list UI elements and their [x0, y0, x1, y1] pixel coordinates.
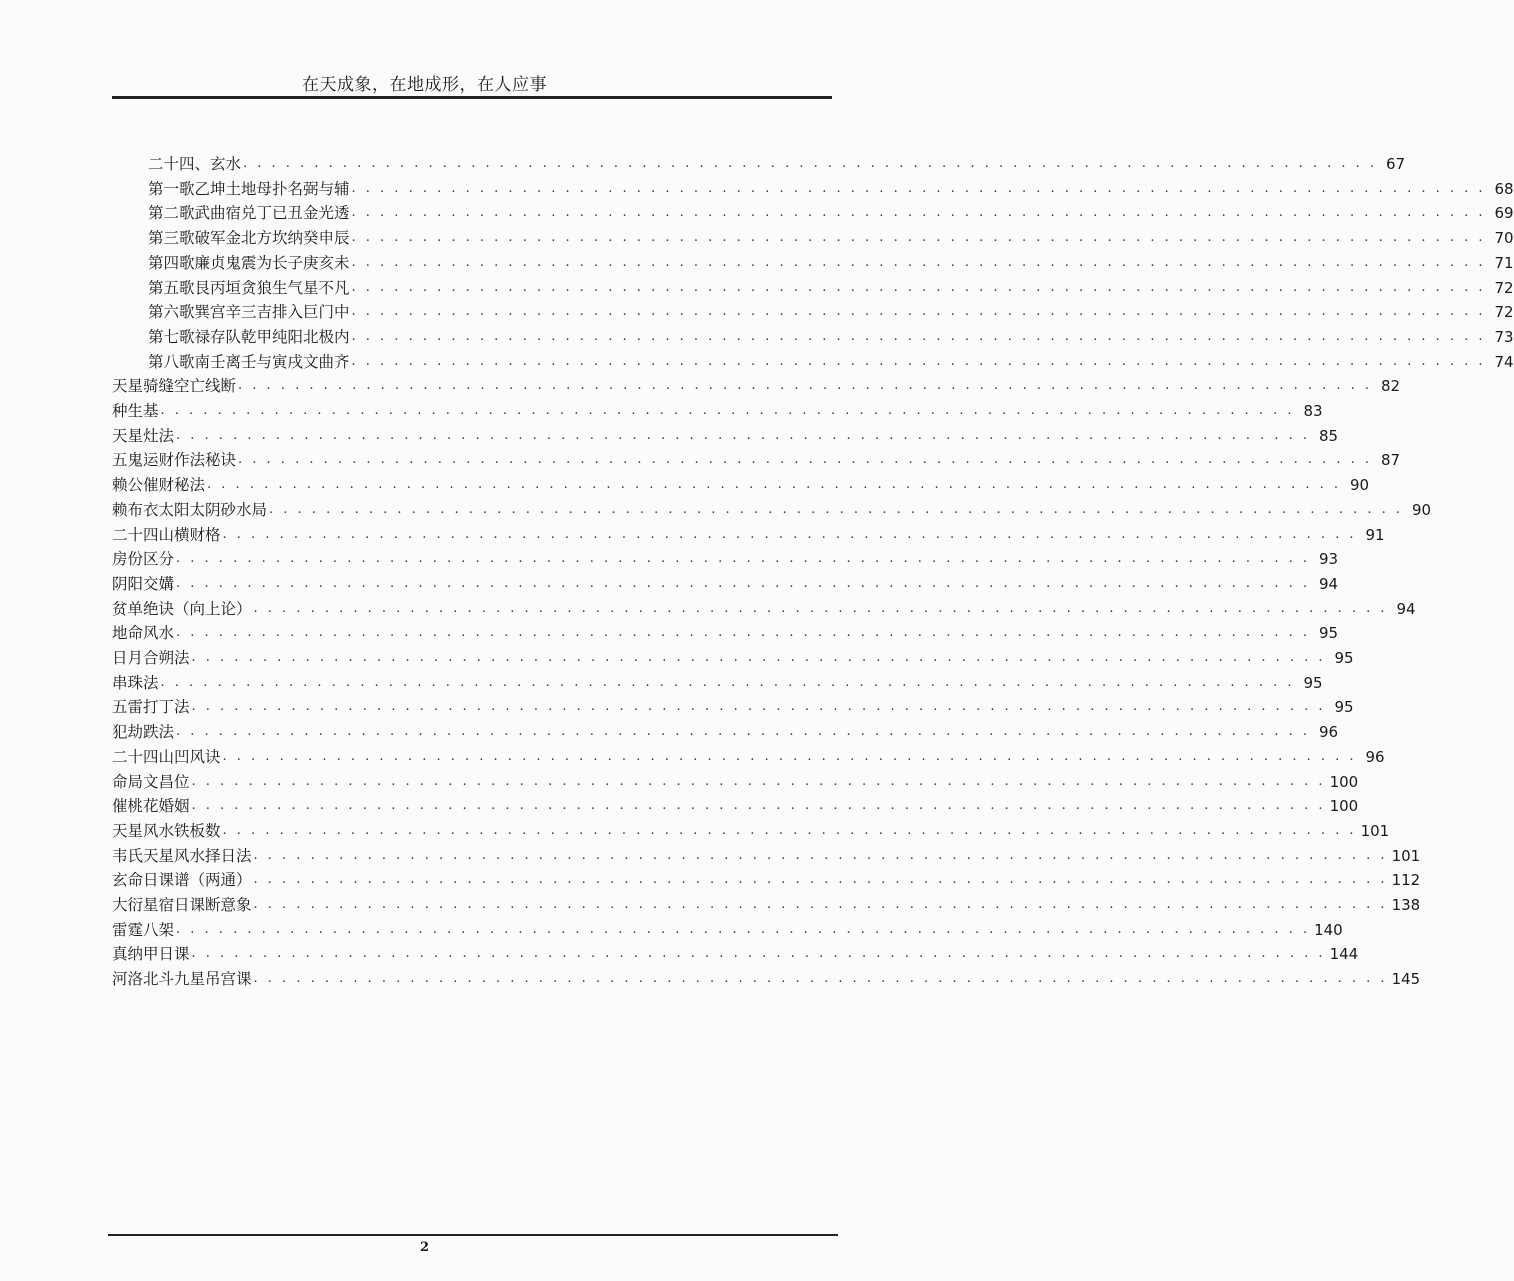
toc-dot-leader: . . . . . . . . . . . . . . . . . . . . . . . . . . . . . . . . . . . . . . . . . . . . . . . . . . . . . . . . . . . . . . . . . . . . . . . . . . . . . . . .	[176, 921, 1311, 937]
toc-entry	[112, 792, 1359, 816]
toc-entry-page: 83	[1303, 402, 1323, 420]
toc-entry-page: 91	[1365, 525, 1385, 544]
header-rule	[112, 96, 832, 99]
toc-entry-title: 贫单绝诀（向上论）	[112, 599, 252, 618]
toc-entry	[148, 224, 1514, 248]
toc-entry	[148, 323, 1514, 347]
toc-entry	[148, 274, 1514, 298]
toc-entry-title: 种生基	[112, 402, 159, 420]
toc-entry-page: 96	[1365, 747, 1385, 766]
toc-dot-leader: . . . . . . . . . . . . . . . . . . . . . . . . . . . . . . . . . . . . . . . . . . . . . . . . . . . . . . . . . . . . . . . . . . . . . . . . . . . . . . . .	[176, 427, 1311, 443]
toc-dot-leader: . . . . . . . . . . . . . . . . . . . . . . . . . . . . . . . . . . . . . . . . . . . . . . . . . . . . . . . . . . . . . . . . . . . . . . . . . . . . . . . .	[191, 650, 1326, 665]
toc-entry-title: 地命风水	[112, 624, 175, 643]
toc-entry-title: 第七歌禄存队乾甲纯阳北极内	[148, 327, 350, 346]
toc-entry-title: 命局文昌位	[112, 772, 190, 791]
toc-entry	[112, 619, 1339, 643]
toc-dot-leader: . . . . . . . . . . . . . . . . . . . . . . . . . . . . . . . . . . . . . . . . . . . . . . . . . . . . . . . . . . . . . . . . . . . . . . . . . . . . . . . .	[351, 304, 1486, 320]
toc-entry-page: 71	[1494, 253, 1514, 272]
toc-entry	[112, 940, 1359, 964]
toc-entry-page: 94	[1318, 574, 1339, 593]
toc-entry	[112, 521, 1385, 545]
toc-dot-leader: . . . . . . . . . . . . . . . . . . . . . . . . . . . . . . . . . . . . . . . . . . . . . . . . . . . . . . . . . . . . . . . . . . . . . . . . . . . . . . . .	[351, 328, 1486, 344]
toc-entry	[112, 644, 1354, 668]
toc-entry	[112, 866, 1421, 890]
toc-entry-page: 95	[1334, 649, 1354, 667]
toc-dot-leader: . . . . . . . . . . . . . . . . . . . . . . . . . . . . . . . . . . . . . . . . . . . . . . . . . . . . . . . . . . . . . . . . . . . . . . . . . . . . . . . .	[222, 526, 1357, 542]
toc-entry-page: 101	[1360, 821, 1390, 840]
toc-dot-leader: . . . . . . . . . . . . . . . . . . . . . . . . . . . . . . . . . . . . . . . . . . . . . . . . . . . . . . . . . . . . . . . . . . . . . . . . . . . . . . . .	[351, 353, 1486, 369]
toc-entry	[112, 842, 1421, 866]
toc-entry-title: 第五歌艮丙垣贪狼生气星不凡	[148, 278, 350, 297]
toc-entry	[148, 199, 1514, 223]
toc-entry	[112, 693, 1354, 717]
toc-entry-page: 138	[1391, 896, 1421, 914]
toc-entry	[112, 471, 1370, 495]
toc-entry-title: 天星骑缝空亡线断	[112, 377, 237, 396]
toc-entry-title: 犯劫跌法	[112, 723, 175, 742]
toc-entry-title: 大衍星宿日课断意象	[112, 896, 252, 914]
toc-entry-page: 90	[1349, 476, 1370, 495]
toc-entry-title: 第二歌武曲宿兑丁已丑金光透	[148, 204, 350, 223]
toc-entry-page: 95	[1334, 698, 1354, 717]
footer-rule	[108, 1234, 838, 1236]
toc-dot-leader: . . . . . . . . . . . . . . . . . . . . . . . . . . . . . . . . . . . . . . . . . . . . . . . . . . . . . . . . . . . . . . . . . . . . . . . . . . . . . . . .	[176, 551, 1311, 567]
toc-dot-leader: . . . . . . . . . . . . . . . . . . . . . . . . . . . . . . . . . . . . . . . . . . . . . . . . . . . . . . . . . . . . . . . . . . . . . . . . . . . . . . . .	[238, 452, 1373, 468]
toc-entry-title: 第六歌巽宫辛三吉排入巨门中	[148, 303, 350, 322]
toc-dot-leader: . . . . . . . . . . . . . . . . . . . . . . . . . . . . . . . . . . . . . . . . . . . . . . . . . . . . . . . . . . . . . . . . . . . . . . . . . . . . . . . .	[191, 699, 1326, 715]
toc-entry-title: 韦氏天星风水择日法	[112, 846, 252, 865]
toc-entry-title: 五鬼运财作法秘诀	[112, 451, 237, 470]
toc-entry-page: 144	[1329, 945, 1359, 964]
toc-entry-title: 第三歌破军金北方坎纳癸申辰	[148, 229, 350, 248]
toc-entry	[112, 372, 1401, 396]
toc-entry-title: 玄命日课谱（两通）	[112, 871, 252, 890]
toc-entry-page: 145	[1391, 970, 1421, 989]
toc-dot-leader: . . . . . . . . . . . . . . . . . . . . . . . . . . . . . . . . . . . . . . . . . . . . . . . . . . . . . . . . . . . . . . . . . . . . . . . . . . . . . . . .	[222, 748, 1357, 764]
toc-entry	[148, 150, 1406, 174]
toc-entry-page: 100	[1329, 772, 1359, 791]
toc-dot-leader: . . . . . . . . . . . . . . . . . . . . . . . . . . . . . . . . . . . . . . . . . . . . . . . . . . . . . . . . . . . . . . . . . . . . . . . . . . . . . . . .	[191, 946, 1326, 962]
toc-dot-leader: . . . . . . . . . . . . . . . . . . . . . . . . . . . . . . . . . . . . . . . . . . . . . . . . . . . . . . . . . . . . . . . . . . . . . . . . . . . . . . . .	[176, 625, 1311, 641]
toc-entry-title: 五雷打丁法	[112, 698, 190, 717]
toc-dot-leader: . . . . . . . . . . . . . . . . . . . . . . . . . . . . . . . . . . . . . . . . . . . . . . . . . . . . . . . . . . . . . . . . . . . . . . . . . . . . . . . .	[351, 279, 1486, 295]
toc-entry-title: 第四歌廉贞鬼震为长子庚亥未	[148, 253, 350, 272]
toc-dot-leader: . . . . . . . . . . . . . . . . . . . . . . . . . . . . . . . . . . . . . . . . . . . . . . . . . . . . . . . . . . . . . . . . . . . . . . . . . . . . . . . .	[238, 378, 1373, 394]
toc-dot-leader: . . . . . . . . . . . . . . . . . . . . . . . . . . . . . . . . . . . . . . . . . . . . . . . . . . . . . . . . . . . . . . . . . . . . . . . . . . . . . . . .	[351, 180, 1486, 196]
toc-entry-page: 69	[1494, 204, 1514, 223]
toc-dot-leader: . . . . . . . . . . . . . . . . . . . . . . . . . . . . . . . . . . . . . . . . . . . . . . . . . . . . . . . . . . . . . . . . . . . . . . . . . . . . . . . .	[351, 230, 1486, 246]
toc-entry-page: 112	[1391, 871, 1421, 890]
toc-entry	[148, 298, 1514, 322]
toc-dot-leader: . . . . . . . . . . . . . . . . . . . . . . . . . . . . . . . . . . . . . . . . . . . . . . . . . . . . . . . . . . . . . . . . . . . . . . . . . . . . . . . .	[351, 205, 1486, 221]
toc-dot-leader: . . . . . . . . . . . . . . . . . . . . . . . . . . . . . . . . . . . . . . . . . . . . . . . . . . . . . . . . . . . . . . . . . . . . . . . . . . . . . . . .	[243, 156, 1378, 171]
toc-entry-title: 天星风水铁板数	[112, 821, 221, 840]
toc-dot-leader: . . . . . . . . . . . . . . . . . . . . . . . . . . . . . . . . . . . . . . . . . . . . . . . . . . . . . . . . . . . . . . . . . . . . . . . . . . . . . . . .	[207, 477, 1342, 493]
toc-entry	[112, 817, 1390, 841]
page-number: 2	[419, 1240, 430, 1255]
toc-dot-leader: . . . . . . . . . . . . . . . . . . . . . . . . . . . . . . . . . . . . . . . . . . . . . . . . . . . . . . . . . . . . . . . . . . . . . . . . . . . . . . . .	[253, 600, 1388, 616]
toc-entry-title: 催桃花婚姻	[112, 797, 190, 816]
toc-entry-title: 二十四山凹风诀	[112, 747, 221, 766]
toc-dot-leader: . . . . . . . . . . . . . . . . . . . . . . . . . . . . . . . . . . . . . . . . . . . . . . . . . . . . . . . . . . . . . . . . . . . . . . . . . . . . . . . .	[176, 575, 1311, 591]
toc-entry	[148, 249, 1514, 273]
toc-entry	[148, 175, 1514, 199]
toc-entry-page: 72	[1494, 303, 1514, 322]
toc-entry-page: 140	[1314, 920, 1343, 939]
toc-entry-title: 房份区分	[112, 550, 175, 569]
toc-entry-page: 96	[1318, 723, 1339, 742]
toc-entry-title: 阴阳交媾	[112, 574, 175, 593]
toc-entry-page: 100	[1329, 797, 1359, 816]
toc-entry-title: 赖公催财秘法	[112, 476, 206, 495]
toc-dot-leader: . . . . . . . . . . . . . . . . . . . . . . . . . . . . . . . . . . . . . . . . . . . . . . . . . . . . . . . . . . . . . . . . . . . . . . . . . . . . . . . .	[191, 798, 1326, 814]
toc-entry-page: 67	[1385, 155, 1406, 173]
toc-dot-leader: . . . . . . . . . . . . . . . . . . . . . . . . . . . . . . . . . . . . . . . . . . . . . . . . . . . . . . . . . . . . . . . . . . . . . . . . . . . . . . . .	[253, 847, 1388, 863]
toc-entry	[112, 570, 1339, 594]
toc-entry-page: 93	[1318, 550, 1339, 569]
toc-entry-title: 二十四山横财格	[112, 525, 221, 544]
toc-dot-leader: . . . . . . . . . . . . . . . . . . . . . . . . . . . . . . . . . . . . . . . . . . . . . . . . . . . . . . . . . . . . . . . . . . . . . . . . . . . . . . . .	[191, 773, 1326, 789]
toc-entry-title: 第八歌南壬离壬与寅戌文曲齐	[148, 352, 350, 371]
toc-entry-title: 赖布衣太阳太阴砂水局	[112, 500, 268, 519]
toc-entry-title: 第一歌乙坤土地母扑名弼与辅	[148, 179, 350, 198]
toc-dot-leader: . . . . . . . . . . . . . . . . . . . . . . . . . . . . . . . . . . . . . . . . . . . . . . . . . . . . . . . . . . . . . . . . . . . . . . . . . . . . . . . .	[253, 872, 1388, 888]
toc-entry	[112, 891, 1421, 915]
toc-dot-leader: . . . . . . . . . . . . . . . . . . . . . . . . . . . . . . . . . . . . . . . . . . . . . . . . . . . . . . . . . . . . . . . . . . . . . . . . . . . . . . . .	[222, 822, 1357, 838]
toc-entry-page: 101	[1391, 846, 1421, 865]
toc-entry-title: 雷霆八架	[112, 920, 175, 939]
toc-entry-title: 二十四、玄水	[148, 155, 242, 173]
toc-entry-page: 85	[1318, 426, 1339, 445]
toc-entry-page: 95	[1318, 624, 1339, 643]
toc-dot-leader: . . . . . . . . . . . . . . . . . . . . . . . . . . . . . . . . . . . . . . . . . . . . . . . . . . . . . . . . . . . . . . . . . . . . . . . . . . . . . . . .	[253, 897, 1388, 912]
toc-entry	[148, 348, 1514, 372]
toc-entry-page: 90	[1411, 500, 1432, 519]
toc-entry	[112, 595, 1416, 619]
toc-entry	[112, 916, 1343, 940]
toc-entry-page: 70	[1494, 229, 1514, 248]
toc-entry	[112, 743, 1385, 767]
toc-entry-page: 73	[1494, 327, 1514, 346]
toc-dot-leader: . . . . . . . . . . . . . . . . . . . . . . . . . . . . . . . . . . . . . . . . . . . . . . . . . . . . . . . . . . . . . . . . . . . . . . . . . . . . . . . .	[351, 254, 1486, 270]
toc-entry-page: 94	[1396, 599, 1416, 618]
toc-entry	[112, 446, 1401, 470]
toc-entry-title: 日月合朔法	[112, 649, 190, 667]
toc-dot-leader: . . . . . . . . . . . . . . . . . . . . . . . . . . . . . . . . . . . . . . . . . . . . . . . . . . . . . . . . . . . . . . . . . . . . . . . . . . . . . . . .	[269, 501, 1404, 517]
toc-entry-page: 87	[1380, 451, 1401, 470]
toc-dot-leader: . . . . . . . . . . . . . . . . . . . . . . . . . . . . . . . . . . . . . . . . . . . . . . . . . . . . . . . . . . . . . . . . . . . . . . . . . . . . . . . .	[176, 724, 1311, 740]
toc-entry-title: 串珠法	[112, 673, 159, 692]
toc-entry-page: 68	[1494, 179, 1514, 198]
toc-entry	[112, 545, 1339, 569]
toc-entry-title: 河洛北斗九星吊宫课	[112, 970, 252, 989]
toc-entry	[112, 965, 1421, 989]
toc-entry	[112, 496, 1432, 520]
toc-entry	[112, 669, 1323, 693]
toc-entry	[112, 768, 1359, 792]
toc-entry	[112, 422, 1339, 446]
running-header: 在天成象，在地成形，在人应事	[302, 75, 547, 95]
toc-dot-leader: . . . . . . . . . . . . . . . . . . . . . . . . . . . . . . . . . . . . . . . . . . . . . . . . . . . . . . . . . . . . . . . . . . . . . . . . . . . . . . . .	[253, 971, 1388, 987]
toc-dot-leader: . . . . . . . . . . . . . . . . . . . . . . . . . . . . . . . . . . . . . . . . . . . . . . . . . . . . . . . . . . . . . . . . . . . . . . . . . . . . . . . .	[160, 403, 1295, 418]
toc-dot-leader: . . . . . . . . . . . . . . . . . . . . . . . . . . . . . . . . . . . . . . . . . . . . . . . . . . . . . . . . . . . . . . . . . . . . . . . . . . . . . . . .	[160, 674, 1295, 690]
toc-entry-page: 72	[1494, 278, 1514, 297]
toc-entry	[112, 397, 1323, 421]
toc-entry	[112, 718, 1339, 742]
toc-entry-page: 82	[1380, 377, 1401, 396]
toc-entry-page: 95	[1303, 673, 1323, 692]
toc-entry-title: 真纳甲日课	[112, 945, 190, 964]
toc-entry-title: 天星灶法	[112, 426, 175, 445]
toc-entry-page: 74	[1494, 352, 1514, 371]
